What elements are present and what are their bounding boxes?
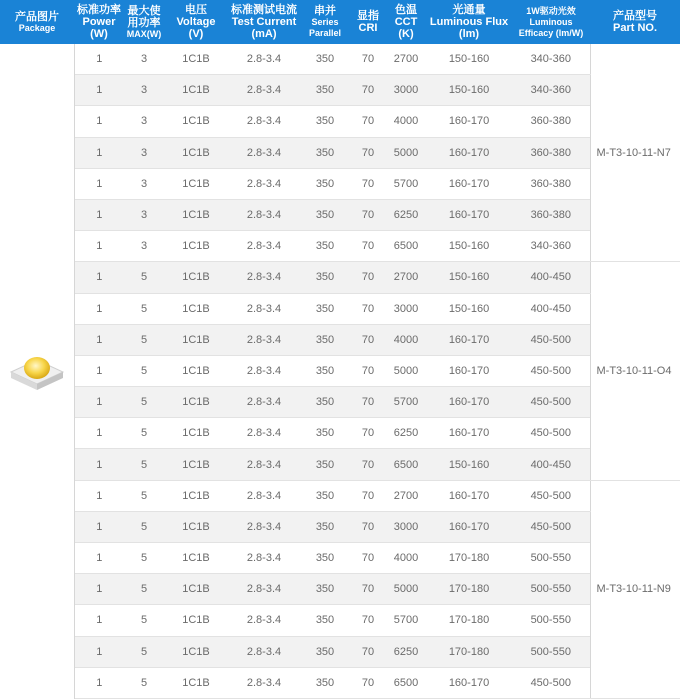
- cell-power: 1: [74, 231, 124, 262]
- cell-luminous-flux: 150-160: [426, 262, 512, 293]
- part-number: M-T3-10-11-O4: [590, 262, 680, 480]
- cell-efficacy: 450-500: [512, 667, 590, 698]
- cell-luminous-flux: 150-160: [426, 75, 512, 106]
- led-chip-icon: [7, 346, 67, 397]
- cell-max-power: 3: [124, 106, 164, 137]
- cell-series-parallel: 350: [300, 605, 350, 636]
- cell-luminous-flux: 170-180: [426, 605, 512, 636]
- cell-cct: 6250: [386, 199, 426, 230]
- cell-series-parallel: 350: [300, 324, 350, 355]
- cell-test-current: 2.8-3.4: [228, 418, 300, 449]
- cell-test-current: 2.8-3.4: [228, 231, 300, 262]
- cell-luminous-flux: 160-170: [426, 511, 512, 542]
- cell-cri: 70: [350, 106, 386, 137]
- table-row: [0, 543, 680, 574]
- cell-voltage: 1C1B: [164, 387, 228, 418]
- cell-max-power: 5: [124, 262, 164, 293]
- table-row: [0, 137, 680, 168]
- cell-series-parallel: 350: [300, 168, 350, 199]
- package-image: [0, 44, 74, 698]
- cell-luminous-flux: 160-170: [426, 418, 512, 449]
- table-row: [0, 667, 680, 698]
- cell-series-parallel: 350: [300, 387, 350, 418]
- cell-voltage: 1C1B: [164, 355, 228, 386]
- cell-power: 1: [74, 168, 124, 199]
- cell-cct: 5700: [386, 605, 426, 636]
- col-series-parallel: 串并 Series Parallel: [300, 0, 350, 44]
- cell-max-power: 5: [124, 511, 164, 542]
- cell-voltage: 1C1B: [164, 293, 228, 324]
- part-number: M-T3-10-11-N9: [590, 480, 680, 698]
- cell-power: 1: [74, 44, 124, 75]
- cell-power: 1: [74, 480, 124, 511]
- cell-series-parallel: 350: [300, 636, 350, 667]
- col-voltage: 电压 Voltage (V): [164, 0, 228, 44]
- cell-power: 1: [74, 355, 124, 386]
- table-row: [0, 418, 680, 449]
- cell-efficacy: 450-500: [512, 480, 590, 511]
- cell-series-parallel: 350: [300, 106, 350, 137]
- cell-voltage: 1C1B: [164, 543, 228, 574]
- cell-luminous-flux: 170-180: [426, 543, 512, 574]
- cell-max-power: 5: [124, 324, 164, 355]
- cell-cct: 5700: [386, 387, 426, 418]
- cell-cri: 70: [350, 480, 386, 511]
- cell-series-parallel: 350: [300, 293, 350, 324]
- cell-cri: 70: [350, 636, 386, 667]
- cell-cri: 70: [350, 231, 386, 262]
- cell-max-power: 5: [124, 543, 164, 574]
- col-cct: 色温 CCT (K): [386, 0, 426, 44]
- cell-cri: 70: [350, 355, 386, 386]
- cell-power: 1: [74, 324, 124, 355]
- cell-series-parallel: 350: [300, 511, 350, 542]
- cell-max-power: 5: [124, 480, 164, 511]
- cell-test-current: 2.8-3.4: [228, 168, 300, 199]
- cell-efficacy: 360-380: [512, 106, 590, 137]
- cell-voltage: 1C1B: [164, 106, 228, 137]
- cell-max-power: 5: [124, 293, 164, 324]
- cell-series-parallel: 350: [300, 355, 350, 386]
- cell-series-parallel: 350: [300, 543, 350, 574]
- cell-cri: 70: [350, 199, 386, 230]
- cell-series-parallel: 350: [300, 199, 350, 230]
- cell-test-current: 2.8-3.4: [228, 511, 300, 542]
- cell-test-current: 2.8-3.4: [228, 262, 300, 293]
- cell-series-parallel: 350: [300, 231, 350, 262]
- cell-test-current: 2.8-3.4: [228, 387, 300, 418]
- cell-efficacy: 450-500: [512, 511, 590, 542]
- col-max-power: 最大使 用功率 MAX(W): [124, 0, 164, 44]
- cell-voltage: 1C1B: [164, 480, 228, 511]
- table-row: [0, 636, 680, 667]
- cell-cri: 70: [350, 75, 386, 106]
- cell-cri: 70: [350, 44, 386, 75]
- cell-cri: 70: [350, 543, 386, 574]
- cell-cct: 2700: [386, 262, 426, 293]
- cell-cct: 2700: [386, 480, 426, 511]
- cell-efficacy: 400-450: [512, 293, 590, 324]
- cell-voltage: 1C1B: [164, 231, 228, 262]
- table-row: [0, 106, 680, 137]
- cell-max-power: 3: [124, 168, 164, 199]
- cell-luminous-flux: 170-180: [426, 574, 512, 605]
- cell-voltage: 1C1B: [164, 418, 228, 449]
- cell-max-power: 5: [124, 636, 164, 667]
- cell-efficacy: 500-550: [512, 543, 590, 574]
- cell-luminous-flux: 150-160: [426, 293, 512, 324]
- cell-cct: 4000: [386, 543, 426, 574]
- cell-cct: 5000: [386, 574, 426, 605]
- cell-max-power: 3: [124, 75, 164, 106]
- cell-max-power: 5: [124, 605, 164, 636]
- cell-cct: 5000: [386, 137, 426, 168]
- cell-efficacy: 450-500: [512, 418, 590, 449]
- cell-cct: 4000: [386, 324, 426, 355]
- cell-luminous-flux: 150-160: [426, 231, 512, 262]
- cell-voltage: 1C1B: [164, 199, 228, 230]
- cell-cri: 70: [350, 137, 386, 168]
- cell-efficacy: 450-500: [512, 355, 590, 386]
- cell-series-parallel: 350: [300, 418, 350, 449]
- cell-cct: 3000: [386, 75, 426, 106]
- cell-series-parallel: 350: [300, 480, 350, 511]
- cell-power: 1: [74, 511, 124, 542]
- cell-efficacy: 450-500: [512, 387, 590, 418]
- cell-cct: 6250: [386, 418, 426, 449]
- cell-cct: 6500: [386, 667, 426, 698]
- part-number: M-T3-10-11-N7: [590, 44, 680, 262]
- cell-max-power: 3: [124, 44, 164, 75]
- cell-efficacy: 340-360: [512, 231, 590, 262]
- cell-test-current: 2.8-3.4: [228, 355, 300, 386]
- header-row: [0, 0, 680, 44]
- cell-max-power: 5: [124, 449, 164, 480]
- cell-voltage: 1C1B: [164, 511, 228, 542]
- cell-power: 1: [74, 106, 124, 137]
- cell-voltage: 1C1B: [164, 574, 228, 605]
- cell-series-parallel: 350: [300, 75, 350, 106]
- col-part-no: 产品型号 Part NO.: [590, 0, 680, 44]
- cell-test-current: 2.8-3.4: [228, 480, 300, 511]
- table-row: [0, 231, 680, 262]
- cell-test-current: 2.8-3.4: [228, 636, 300, 667]
- cell-voltage: 1C1B: [164, 137, 228, 168]
- cell-efficacy: 340-360: [512, 75, 590, 106]
- table-row: [0, 44, 680, 75]
- cell-cct: 3000: [386, 293, 426, 324]
- cell-luminous-flux: 170-180: [426, 636, 512, 667]
- cell-power: 1: [74, 636, 124, 667]
- cell-max-power: 5: [124, 355, 164, 386]
- cell-test-current: 2.8-3.4: [228, 574, 300, 605]
- cell-max-power: 5: [124, 387, 164, 418]
- cell-power: 1: [74, 293, 124, 324]
- cell-cri: 70: [350, 168, 386, 199]
- cell-max-power: 3: [124, 137, 164, 168]
- cell-cct: 5000: [386, 355, 426, 386]
- cell-cri: 70: [350, 418, 386, 449]
- cell-voltage: 1C1B: [164, 44, 228, 75]
- cell-cct: 6250: [386, 636, 426, 667]
- cell-luminous-flux: 160-170: [426, 199, 512, 230]
- col-cri: 显指 CRI: [350, 0, 386, 44]
- cell-voltage: 1C1B: [164, 324, 228, 355]
- cell-series-parallel: 350: [300, 667, 350, 698]
- cell-test-current: 2.8-3.4: [228, 44, 300, 75]
- cell-luminous-flux: 160-170: [426, 667, 512, 698]
- cell-efficacy: 400-450: [512, 449, 590, 480]
- table-row: [0, 387, 680, 418]
- cell-test-current: 2.8-3.4: [228, 543, 300, 574]
- cell-cct: 6500: [386, 449, 426, 480]
- cell-power: 1: [74, 137, 124, 168]
- cell-series-parallel: 350: [300, 449, 350, 480]
- cell-cri: 70: [350, 511, 386, 542]
- table-row: [0, 480, 680, 511]
- cell-voltage: 1C1B: [164, 449, 228, 480]
- cell-luminous-flux: 160-170: [426, 137, 512, 168]
- cell-efficacy: 400-450: [512, 262, 590, 293]
- cell-power: 1: [74, 199, 124, 230]
- cell-cri: 70: [350, 449, 386, 480]
- col-efficacy: 1W驱动光效 Luminous Efficacy (lm/W): [512, 0, 590, 44]
- cell-power: 1: [74, 667, 124, 698]
- cell-test-current: 2.8-3.4: [228, 137, 300, 168]
- cell-voltage: 1C1B: [164, 667, 228, 698]
- cell-luminous-flux: 160-170: [426, 168, 512, 199]
- cell-efficacy: 360-380: [512, 199, 590, 230]
- cell-efficacy: 360-380: [512, 137, 590, 168]
- table-row: [0, 574, 680, 605]
- cell-test-current: 2.8-3.4: [228, 605, 300, 636]
- cell-voltage: 1C1B: [164, 605, 228, 636]
- cell-cct: 5700: [386, 168, 426, 199]
- table-row: [0, 293, 680, 324]
- cell-power: 1: [74, 418, 124, 449]
- cell-series-parallel: 350: [300, 44, 350, 75]
- col-luminous-flux: 光通量 Luminous Flux (lm): [426, 0, 512, 44]
- table-row: [0, 605, 680, 636]
- table-row: [0, 75, 680, 106]
- table-row: [0, 449, 680, 480]
- cell-test-current: 2.8-3.4: [228, 106, 300, 137]
- cell-max-power: 3: [124, 231, 164, 262]
- table-row: [0, 168, 680, 199]
- cell-luminous-flux: 150-160: [426, 449, 512, 480]
- cell-power: 1: [74, 574, 124, 605]
- cell-cri: 70: [350, 387, 386, 418]
- cell-cri: 70: [350, 574, 386, 605]
- cell-cct: 2700: [386, 44, 426, 75]
- cell-power: 1: [74, 605, 124, 636]
- cell-voltage: 1C1B: [164, 75, 228, 106]
- table-row: [0, 355, 680, 386]
- cell-voltage: 1C1B: [164, 636, 228, 667]
- cell-luminous-flux: 160-170: [426, 324, 512, 355]
- cell-luminous-flux: 160-170: [426, 355, 512, 386]
- cell-test-current: 2.8-3.4: [228, 324, 300, 355]
- table-row: [0, 199, 680, 230]
- cell-max-power: 5: [124, 574, 164, 605]
- cell-efficacy: 450-500: [512, 324, 590, 355]
- cell-max-power: 5: [124, 418, 164, 449]
- cell-cri: 70: [350, 667, 386, 698]
- cell-series-parallel: 350: [300, 574, 350, 605]
- cell-voltage: 1C1B: [164, 168, 228, 199]
- cell-power: 1: [74, 262, 124, 293]
- cell-efficacy: 360-380: [512, 168, 590, 199]
- table-body: [0, 44, 680, 698]
- cell-cri: 70: [350, 293, 386, 324]
- cell-test-current: 2.8-3.4: [228, 75, 300, 106]
- cell-series-parallel: 350: [300, 137, 350, 168]
- col-test-current: 标准测试电流 Test Current (mA): [228, 0, 300, 44]
- cell-efficacy: 500-550: [512, 636, 590, 667]
- col-power: 标准功率 Power (W): [74, 0, 124, 44]
- cell-efficacy: 340-360: [512, 44, 590, 75]
- cell-cct: 6500: [386, 231, 426, 262]
- cell-luminous-flux: 150-160: [426, 44, 512, 75]
- cell-test-current: 2.8-3.4: [228, 667, 300, 698]
- cell-luminous-flux: 160-170: [426, 106, 512, 137]
- cell-series-parallel: 350: [300, 262, 350, 293]
- cell-cct: 4000: [386, 106, 426, 137]
- cell-power: 1: [74, 543, 124, 574]
- cell-power: 1: [74, 75, 124, 106]
- cell-efficacy: 500-550: [512, 605, 590, 636]
- cell-cri: 70: [350, 324, 386, 355]
- cell-power: 1: [74, 449, 124, 480]
- cell-power: 1: [74, 387, 124, 418]
- col-package: 产品图片 Package: [0, 0, 74, 44]
- cell-cct: 3000: [386, 511, 426, 542]
- cell-luminous-flux: 160-170: [426, 480, 512, 511]
- cell-cri: 70: [350, 605, 386, 636]
- cell-efficacy: 500-550: [512, 574, 590, 605]
- cell-max-power: 5: [124, 667, 164, 698]
- cell-max-power: 3: [124, 199, 164, 230]
- table-row: [0, 324, 680, 355]
- cell-test-current: 2.8-3.4: [228, 199, 300, 230]
- cell-voltage: 1C1B: [164, 262, 228, 293]
- cell-luminous-flux: 160-170: [426, 387, 512, 418]
- cell-cri: 70: [350, 262, 386, 293]
- cell-test-current: 2.8-3.4: [228, 293, 300, 324]
- table-row: [0, 511, 680, 542]
- cell-test-current: 2.8-3.4: [228, 449, 300, 480]
- table-row: [0, 262, 680, 293]
